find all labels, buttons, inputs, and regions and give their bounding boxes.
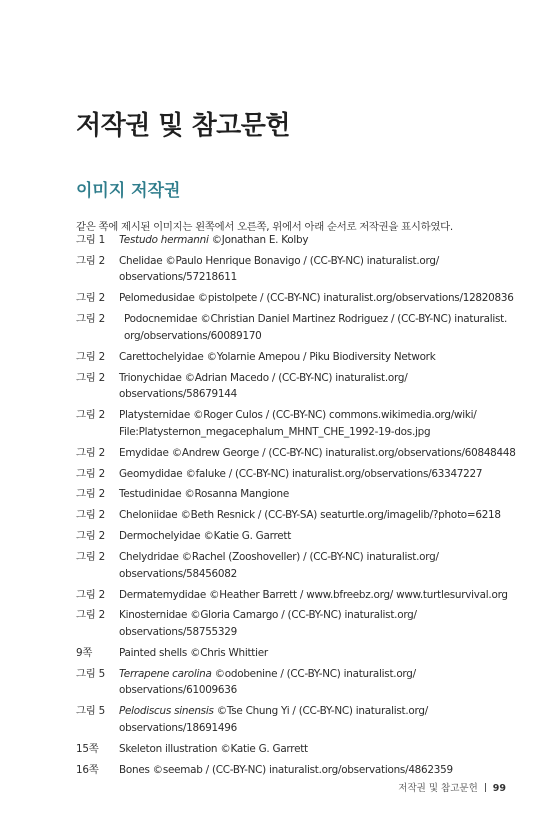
credit-line: ©Tse Chung Yi / (CC-BY-NC) inaturalist.org/ xyxy=(213,705,428,718)
credit-label: 그림 2 xyxy=(76,409,105,422)
credit-line-continued: File:Platysternon_megacephalum_MHNT_CHE_1992-19-dos.jpg xyxy=(119,425,431,438)
credit-line: Bones ©seemab / (CC-BY-NC) inaturalist.org/observations/4862359 xyxy=(119,763,453,776)
credit-line: ©odobenine / (CC-BY-NC) inaturalist.org/ xyxy=(211,667,416,680)
credit-label: 그림 2 xyxy=(76,446,105,459)
credit-text xyxy=(119,666,496,683)
credit-line: Pelomedusidae ©pistolpete / (CC-BY-NC) inaturalist.org/observations/12820836 xyxy=(119,292,514,305)
credit-label: 그림 2 xyxy=(76,350,105,363)
credit-line: Emydidae ©Andrew George / (CC-BY-NC) inaturalist.org/observations/60848448 xyxy=(119,446,516,459)
credit-label: 그림 5 xyxy=(76,705,105,718)
credit-label: 그림 2 xyxy=(76,551,105,564)
credit-label: 16쪽 xyxy=(76,763,99,776)
credit-line: Platysternidae ©Roger Culos / (CC-BY-NC) commons.wikimedia.org/wiki/ xyxy=(119,409,477,422)
credit-line: Skeleton illustration ©Katie G. Garrett xyxy=(119,742,308,755)
credit-label: 그림 2 xyxy=(76,313,105,326)
credit-line: Carettochelyidae ©Yolarnie Amepou / Piku Biodiversity Network xyxy=(119,350,436,363)
section-title: 이미지 저작권 xyxy=(76,181,181,202)
credit-item xyxy=(76,311,508,344)
credit-list xyxy=(76,232,516,783)
credit-item xyxy=(76,370,496,403)
credit-line-continued: observations/58755329 xyxy=(119,626,238,639)
credit-item xyxy=(76,466,496,483)
credit-item xyxy=(76,528,496,545)
credit-label: 그림 2 xyxy=(76,488,105,501)
credit-item xyxy=(76,587,508,604)
credit-line: Dermatemydidae ©Heather Barrett / www.bfreebz.org/ www.turtlesurvival.org xyxy=(119,588,508,601)
footer-divider xyxy=(485,783,486,792)
credit-line-continued: observations/57218611 xyxy=(119,271,238,284)
credit-label: 그림 2 xyxy=(76,467,105,480)
page-title: 저작권 및 참고문헌 xyxy=(76,111,291,142)
credit-item xyxy=(76,290,514,307)
credit-item xyxy=(76,445,516,462)
credit-item xyxy=(76,253,496,286)
credit-line: Kinosternidae ©Gloria Camargo / (CC-BY-NC) inaturalist.org/ xyxy=(119,609,417,622)
credit-line-continued: observations/58679144 xyxy=(119,388,238,401)
credit-line: ©Jonathan E. Kolby xyxy=(208,234,309,246)
credit-label: 그림 2 xyxy=(76,509,105,522)
credit-label: 그림 2 xyxy=(76,530,105,543)
credit-line: Podocnemidae ©Christian Daniel Martinez Rodriguez / (CC-BY-NC) inaturalist. xyxy=(124,313,508,326)
credit-line: Geomydidae ©faluke / (CC-BY-NC) inaturalist.org/observations/63347227 xyxy=(119,467,483,480)
page-footer xyxy=(398,780,506,794)
credit-label: 그림 5 xyxy=(76,667,105,680)
credit-text xyxy=(119,703,496,720)
page-number: 99 xyxy=(492,783,506,794)
credit-label: 그림 2 xyxy=(76,292,105,305)
credit-item xyxy=(76,486,496,503)
credit-line: Testudinidae ©Rosanna Mangione xyxy=(119,488,290,501)
footer-section-title: 저작권 및 참고문헌 xyxy=(398,783,478,794)
credit-label: 그림 2 xyxy=(76,254,105,267)
credit-item xyxy=(76,703,496,736)
credit-label: 그림 2 xyxy=(76,609,105,622)
intro-text: 같은 쪽에 제시된 이미지는 왼쪽에서 오른쪽, 위에서 아래 순서로 저작권을 표시하였다. xyxy=(76,221,453,234)
species-name: Pelodiscus sinensis xyxy=(119,705,214,718)
credit-line-continued: observations/18691496 xyxy=(119,721,238,734)
credit-line: Chelydridae ©Rachel (Zooshoveller) / (CC-BY-NC) inaturalist.org/ xyxy=(119,551,439,564)
credit-item xyxy=(76,507,501,524)
credit-item xyxy=(76,741,496,758)
credit-line: Dermochelyidae ©Katie G. Garrett xyxy=(119,530,292,543)
credit-item xyxy=(76,349,496,366)
credit-text xyxy=(119,232,496,249)
credit-item xyxy=(76,407,496,440)
credit-line: Trionychidae ©Adrian Macedo / (CC-BY-NC) inaturalist.org/ xyxy=(119,371,408,384)
credit-item xyxy=(76,666,496,699)
credit-label: 15쪽 xyxy=(76,742,99,755)
credit-line-continued: observations/58456082 xyxy=(119,567,238,580)
credit-label: 그림 2 xyxy=(76,371,105,384)
credit-line: Cheloniidae ©Beth Resnick / (CC-BY-SA) seaturtle.org/imagelib/?photo=6218 xyxy=(119,509,501,522)
credit-line: Chelidae ©Paulo Henrique Bonavigo / (CC-BY-NC) inaturalist.org/ xyxy=(119,254,439,267)
credit-label: 그림 2 xyxy=(76,588,105,601)
credit-label: 그림 1 xyxy=(76,234,105,246)
credit-item xyxy=(76,232,496,249)
credit-line: Painted shells ©Chris Whittier xyxy=(119,646,268,659)
credit-line-continued: observations/61009636 xyxy=(119,684,238,697)
species-name: Terrapene carolina xyxy=(119,667,212,680)
credit-item xyxy=(76,549,496,582)
credit-label: 9쪽 xyxy=(76,646,93,659)
credit-item xyxy=(76,607,496,640)
credit-item xyxy=(76,645,496,662)
credit-line-continued: org/observations/60089170 xyxy=(124,329,262,342)
species-name: Testudo hermanni xyxy=(119,234,209,246)
credit-item xyxy=(76,762,496,779)
